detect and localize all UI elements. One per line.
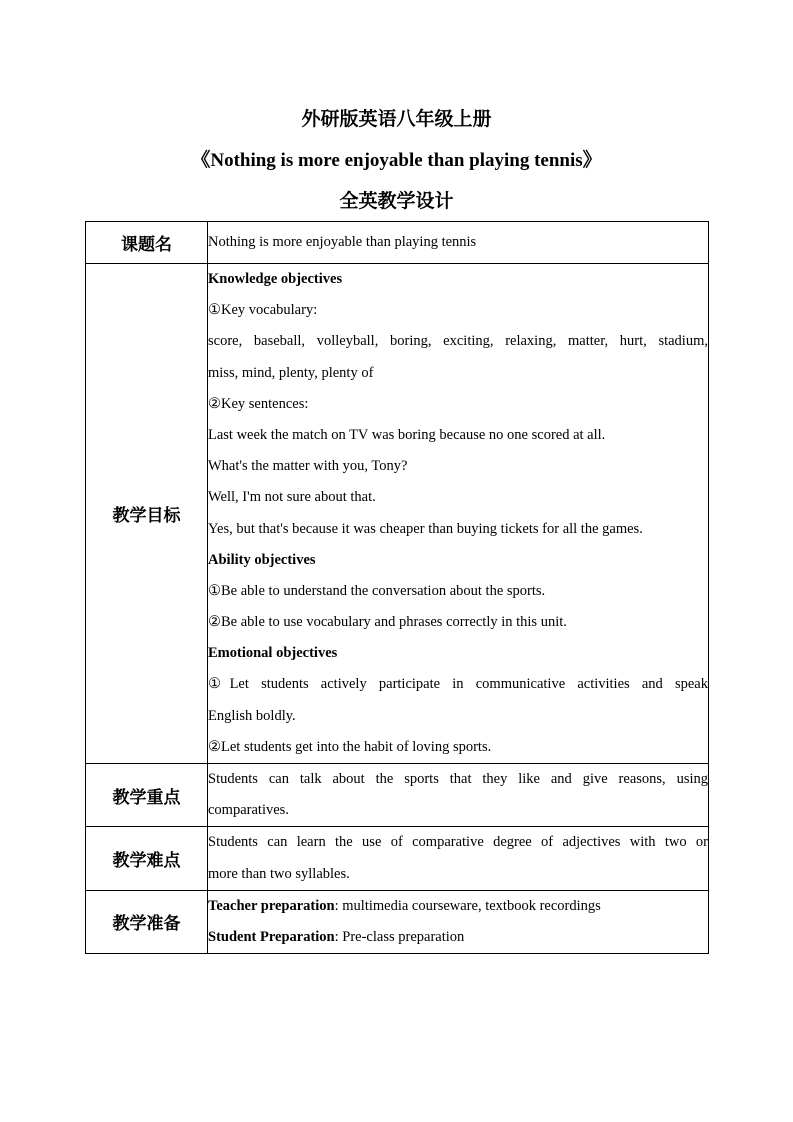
vocabulary-line: miss, mind, plenty, plenty of bbox=[208, 364, 374, 381]
table-row-topic bbox=[86, 222, 709, 264]
document-title-lesson: 《Nothing is more enjoyable than playing tennis》 bbox=[191, 150, 602, 171]
topic-value: Nothing is more enjoyable than playing tennis bbox=[208, 233, 477, 250]
ability-objectives-heading: Ability objectives bbox=[208, 551, 316, 568]
key-points-text: comparatives. bbox=[208, 802, 289, 819]
knowledge-objectives-heading: Knowledge objectives bbox=[208, 271, 343, 287]
key-sentence: Well, I'm not sure about that. bbox=[208, 489, 376, 506]
key-sentence: Last week the match on TV was boring because no one scored at all. bbox=[208, 426, 606, 443]
table-row-key-points bbox=[86, 764, 709, 827]
emotional-objective: ①Let students actively participate in communicative activities and speak bbox=[208, 676, 708, 693]
ability-objective: ②Be able to use vocabulary and phrases correctly in this unit. bbox=[208, 614, 567, 631]
student-preparation-label: Student Preparation bbox=[208, 928, 335, 945]
key-sentence: What's the matter with you, Tony? bbox=[208, 458, 408, 475]
emotional-objective: English boldly. bbox=[208, 707, 296, 724]
table-row-difficulties bbox=[86, 827, 709, 890]
student-preparation-line bbox=[208, 922, 708, 953]
teacher-preparation-label: Teacher preparation bbox=[208, 897, 335, 914]
difficulties-cell bbox=[208, 827, 709, 890]
emotional-objectives-heading: Emotional objectives bbox=[208, 645, 338, 662]
key-points-text: Students can talk about the sports that they like and give reasons, using bbox=[208, 771, 708, 787]
lesson-plan-table bbox=[85, 221, 709, 954]
row-label-key-points: 教学重点 bbox=[86, 764, 208, 827]
student-preparation-text: : Pre-class preparation bbox=[334, 928, 465, 945]
emotional-objective: ②Let students get into the habit of loving sports. bbox=[208, 738, 492, 755]
document-title-grade: 外研版英语八年级上册 bbox=[301, 108, 492, 130]
key-sentences-heading: ②Key sentences: bbox=[208, 395, 309, 412]
vocabulary-line: score, baseball, volleyball, boring, exciting, relaxing, matter, hurt, stadium, bbox=[208, 333, 708, 350]
preparation-cell bbox=[208, 890, 709, 953]
document-title-design: 全英教学设计 bbox=[339, 190, 454, 212]
table-row-objectives bbox=[86, 264, 709, 764]
difficulties-text: Students can learn the use of comparative degree of adjectives with two or bbox=[208, 834, 708, 851]
row-label-preparation: 教学准备 bbox=[86, 890, 208, 953]
key-vocabulary-heading: ①Key vocabulary: bbox=[208, 302, 318, 319]
ability-objective: ①Be able to understand the conversation about the sports. bbox=[208, 582, 546, 599]
row-label-difficulties: 教学难点 bbox=[86, 827, 208, 890]
difficulties-text: more than two syllables. bbox=[208, 865, 350, 882]
topic-cell bbox=[208, 222, 709, 264]
objectives-cell bbox=[208, 264, 709, 764]
table-row-preparation bbox=[86, 890, 709, 953]
key-sentence: Yes, but that's because it was cheaper than buying tickets for all the games. bbox=[208, 520, 643, 537]
teacher-preparation-text: : multimedia courseware, textbook recordings bbox=[334, 897, 601, 914]
row-label-topic: 课题名 bbox=[86, 222, 208, 264]
key-points-cell bbox=[208, 764, 709, 827]
teacher-preparation-line bbox=[208, 891, 708, 922]
row-label-objectives: 教学目标 bbox=[86, 264, 208, 764]
